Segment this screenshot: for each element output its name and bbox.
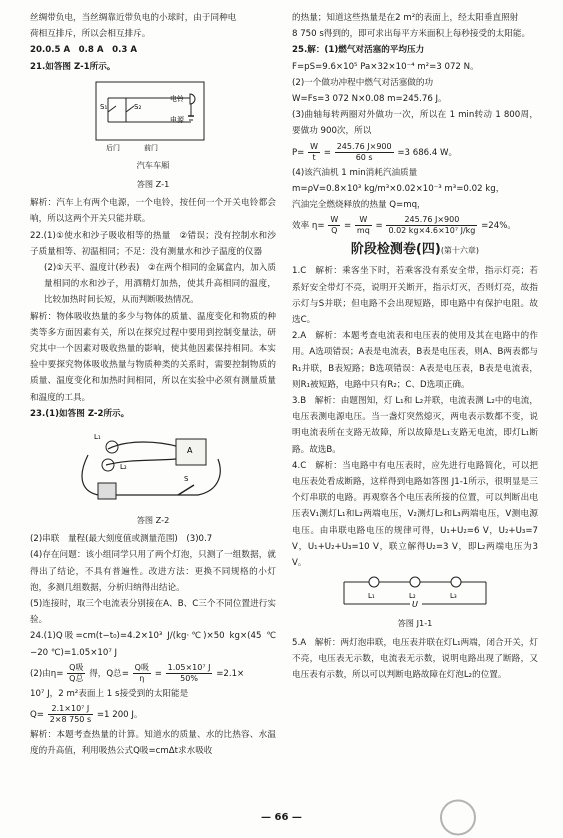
l2-label: L₂: [120, 463, 127, 472]
equation-text: =: [375, 221, 383, 232]
page-number: — 66 —: [261, 812, 302, 823]
figure-j1-1: [292, 574, 538, 631]
answer-4: 4.C 解析：当电路中有电压表时，应先进行电路简化，可以把电压表处看成断路，这样得到电路如答图 J1-1所示，很明显是三个灯串联的电路。再观察各个电压表所接的位置，可以判断出电压表V₁测灯L₁和L₂两端电压，V₂测灯L₂和L₃两端电压，V测电源电压。由串联电路电压的规律可得，U₁+U₂=6 V，U₂+U₃=7 V，U₁+U₂+U₃=10 V，联立解得U₂=3 V，即L₂两端电压为3 V。: [292, 460, 538, 569]
figure-z1: [30, 78, 276, 192]
answer-20: 20.0.5 A 0.8 A 0.3 A: [30, 45, 138, 56]
equation-25-w: W=Fs=3 072 N×0.08 m=245.76 J。: [292, 94, 447, 105]
equation-text: Q=: [30, 710, 44, 721]
answer-2: 2.A 解析：本题考查电流表和电压表的使用及其在电路中的作用。A选项错误；A表是电流表，B表是电压表，则A、B两表都与R₁并联，B表短路；B选项错误：A表是电压表，B表是电流表，则R₁被短路，电路中只有R₂；C、D选项正确。: [292, 331, 538, 390]
equation-text: 效率 η=: [292, 221, 325, 232]
equation-text: =: [343, 221, 352, 232]
circuit-diagram-j1-1: [330, 574, 500, 614]
fraction: [386, 215, 477, 236]
equation-text: =: [154, 668, 162, 679]
equation-25-q: 汽油完全燃烧释放的热量 Q=mq，: [292, 200, 426, 211]
s1-label: S₁: [100, 102, 108, 111]
figure-z2: [30, 425, 276, 528]
numerator: Q吸: [134, 662, 149, 672]
watermark-icon: [439, 799, 476, 836]
fraction: [133, 663, 151, 684]
equation-25-f: F=pS=9.6×10⁵ Pa×32×10⁻⁴ m²=3 072 N。: [292, 61, 479, 72]
section-title: [292, 242, 538, 259]
answer-23-2: (2)串联 量程(最大刻度值或测量范围) (3)0.7: [30, 534, 213, 545]
answer-1: 1.C 解析：乘客坐下时，若乘客没有系安全带，指示灯亮；若系好安全带灯不亮，说明开关断开，指示灯灭，否则灯亮，故指示灯与S并联；但电路不会出现短路，即电路中有保护电阻。故选C。: [292, 266, 538, 326]
u-label: U: [412, 600, 418, 610]
answer-22-1: 22.(1)①使水和沙子吸收相等的热量 ②错误；没有控制水和沙子质量相等、初温相同；不足：没有测量水和沙子温度的仪器: [30, 230, 276, 257]
fraction: [328, 215, 340, 236]
answer-21: 21.如答图 Z-1所示。: [30, 61, 116, 72]
equation-text: (2)由η=: [30, 668, 64, 679]
answer-24-1: 24.(1)Q吸=cm(t−t₀)=4.2×10³ J/(kg·℃)×50 kg×(45 ℃−20 ℃)=1.05×10⁷ J: [30, 631, 276, 658]
fraction: [48, 704, 93, 725]
fraction: [166, 663, 213, 684]
denominator: 60 s: [355, 152, 373, 162]
numerator: W: [355, 215, 372, 226]
switch-label: S: [184, 475, 189, 484]
ammeter-label: A: [187, 446, 193, 456]
denominator: η: [139, 673, 145, 683]
answer-23-5: (5)连接时，取三个电流表分别接在A、B、C三个不同位置进行实验。: [30, 599, 276, 626]
answer-25-3: (3)曲轴每转两圈对外做功一次，所以在 1 min转动 1 800周，要做功 900次，所以: [292, 110, 538, 137]
answer-25-1: 25.解：(1)燃气对活塞的平均压力: [292, 45, 425, 56]
denominator: Q: [331, 226, 338, 236]
text-line: 8 750 s得到的，即可求出每平方米面积上每秒接受的太阳能。: [292, 29, 531, 40]
bell-icon: [190, 94, 195, 104]
equation-text: 得，Q总=: [89, 668, 129, 679]
denominator: Q总: [69, 673, 84, 683]
answer-25-4: (4)该汽油机 1 min消耗汽油质量: [292, 167, 418, 178]
numerator: 245.76 J×900: [336, 141, 392, 151]
denominator: mq: [356, 226, 370, 236]
front-door-label: 前门: [144, 143, 158, 152]
right-column: [292, 10, 538, 683]
section-subtitle: (第十六章): [440, 246, 480, 256]
l3-label: L₃: [450, 592, 457, 601]
answer-5: 5.A 解析：两灯泡串联，电压表并联在灯L₁两端，闭合开关，灯不亮，电压表无示数，电流表无示数，说明电路出现了断路，又电压表有示数，所以可以判断电路故障在灯泡L₂的位置。: [292, 637, 538, 680]
equation-25-p: [292, 142, 538, 163]
denominator: 0.02 kg×4.6×10⁷ J/kg: [388, 226, 476, 236]
l2-label: L₂: [409, 592, 416, 601]
back-door-label: 后门: [106, 143, 120, 152]
equation-text: =2.1×: [216, 668, 245, 679]
numerator: W: [330, 215, 339, 225]
answer-23-4: (4)存在问题：该小组同学只用了两个灯泡，只测了一组数据，就得出了结论，不具有普遍性。改进方法：更换不同规格的小灯泡，多测几组数据，分析归纳得出结论。: [30, 550, 276, 593]
figure-caption: 答图 Z-2: [136, 515, 170, 526]
explanation-24: 解析：本题考查热量的计算。知道水的质量、水的比热容、水温度的升高值，利用吸热公式Q吸=cmΔt求水吸收: [30, 730, 276, 757]
figure-label: 汽车车厢: [136, 159, 170, 170]
equation-text: =24%。: [481, 221, 516, 232]
denominator: 2×8 750 s: [49, 715, 92, 725]
circuit-diagram-z1: [78, 78, 228, 156]
left-column: [30, 10, 276, 760]
equation-text: =1 200 J。: [96, 710, 143, 721]
fraction: [335, 142, 394, 163]
answer-3: 3.B 解析：由题图知，灯 L₁和 L₂并联，电流表测 L₂中的电流，电压表测电源电压。当一盏灯突然熄灭，两电表示数都不变，说明电流表所在支路无故障，所以故障是L₁支路无电流，即灯L₁断路。故选B。: [292, 396, 538, 455]
fraction: [67, 663, 85, 684]
equation-text: P=: [292, 147, 305, 158]
text-line: 的热量；知道这些热量是在2 m²的表面上，经太阳垂直照射: [292, 13, 519, 23]
l1-label: L₁: [94, 433, 101, 442]
battery-icon: [98, 483, 116, 499]
s2-label: S₂: [134, 102, 142, 111]
equation-25-eff: [292, 215, 538, 236]
l1-label: L₁: [368, 592, 375, 601]
answer-25-2: (2)一个做功冲程中燃气对活塞做的功: [292, 77, 434, 88]
equation-24-2: [30, 663, 276, 684]
numerator: Q吸: [69, 662, 84, 672]
explanation-21: 解析：汽车上有两个电源，一个电铃，按任何一个开关电铃都会响，所以这两个开关只能并联。: [30, 198, 276, 225]
answer-24-2-cont: 10⁷ J，2 m²表面上 1 s接受到的太阳能是: [30, 688, 189, 699]
watermark-logo: [439, 796, 560, 838]
switch-icon: [178, 485, 194, 495]
text-line: 丝绸带负电，当丝绸靠近带负电的小球时，由于同种电: [30, 13, 237, 23]
equation-25-m: m=ρV=0.8×10³ kg/m³×0.02×10⁻³ m³=0.02 kg，: [292, 183, 505, 194]
figure-caption: 答图 J1-1: [397, 618, 433, 629]
equation-text: =3 686.4 W。: [397, 147, 458, 158]
equation-24-3: [30, 704, 276, 725]
circuit-diagram-z2: [68, 425, 238, 511]
answer-22-2: (2)①天平、温度计(秒表) ②在两个相同的金属盒内，加入质量相同的水和沙子，用酒精灯加热，使其升高相同的温度，比较加热时间长短，从而判断吸热情况。: [44, 263, 276, 306]
numerator: 2.1×10⁷ J: [48, 704, 93, 715]
numerator: 245.76 J×900: [386, 215, 477, 226]
equation-text: =: [323, 147, 331, 158]
numerator: 1.05×10⁷ J: [167, 662, 211, 672]
text-line: 荷相互排斥，所以会相互排斥。: [30, 29, 151, 40]
lamp-icon: [410, 577, 420, 587]
bell-label: 电铃: [170, 94, 184, 103]
figure-caption: 答图 Z-1: [136, 179, 170, 190]
numerator: W: [310, 141, 319, 151]
section-title-text: 阶段检测卷(四): [350, 242, 441, 258]
fraction: [308, 142, 320, 163]
power-label: 电源: [170, 115, 184, 124]
denominator: 50%: [180, 673, 198, 683]
fraction: [355, 215, 372, 236]
explanation-22: 解析：物体吸收热量的多少与物体的质量、温度变化和物质的种类等多方面因素有关，所以在探究过程中要用到控制变量法，研究其中一个因素对吸收热量的影响，使其他因素保持相同。本实验中要探究物体吸收热量与物质种类的关系时，需要控制物质的质量、温度变化和加热时间相同，所以在实验中必须有测量质量和温度的工具。: [30, 311, 276, 403]
denominator: t: [312, 152, 316, 162]
lamp-icon: [369, 577, 379, 587]
lamp-icon: [451, 577, 461, 587]
answer-23: 23.(1)如答图 Z-2所示。: [30, 408, 130, 419]
